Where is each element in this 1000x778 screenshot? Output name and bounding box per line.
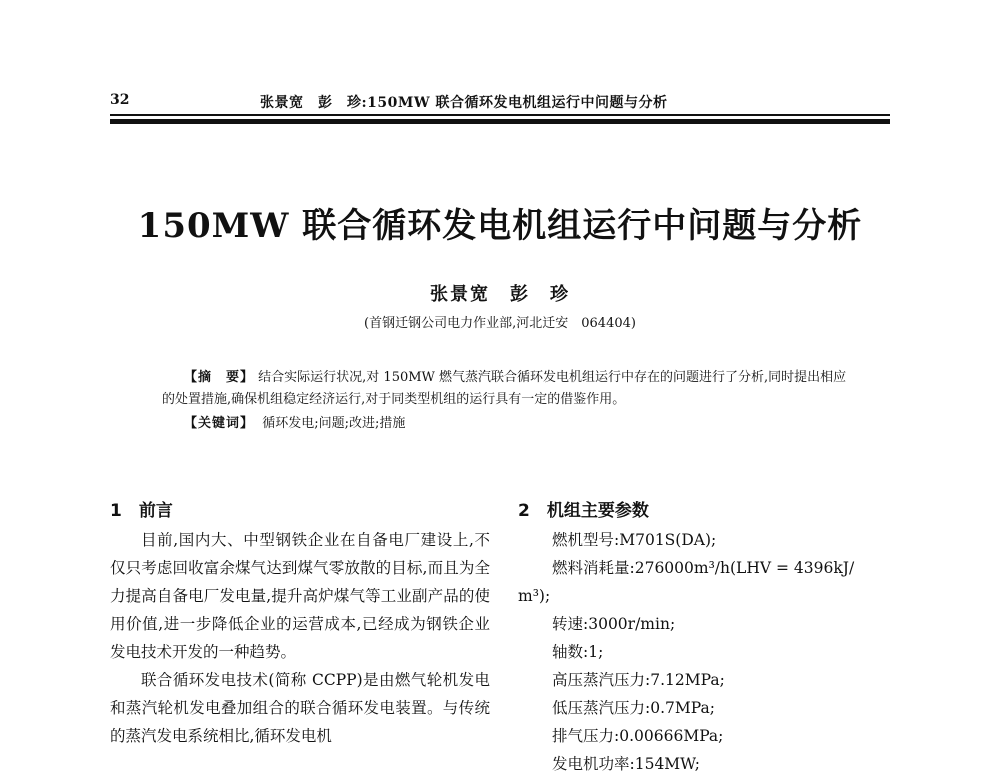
keywords	[184, 414, 405, 434]
param-shaft-count: 轴数:1;	[552, 643, 604, 661]
left-column	[110, 500, 490, 750]
param-fuel-consumption: 燃料消耗量:276000m³/h(LHV = 4396kJ/	[552, 559, 855, 577]
running-title: 张景宽 彭 珍:150MW 联合循环发电机组运行中问题与分析	[260, 95, 668, 111]
page-number: 32	[110, 92, 130, 108]
param-model: 燃机型号:M701S(DA);	[552, 531, 717, 549]
header-rule-thick	[110, 119, 890, 124]
keywords-label: 【关键词】	[184, 416, 255, 431]
param-lp-steam-pressure: 低压蒸汽压力:0.7MPa;	[552, 699, 715, 717]
section-1-paragraph-2: 联合循环发电技术(简称 CCPP)是由燃气轮机发电和蒸汽轮机发电叠加组合的联合循环发电装置。与传统的蒸汽发电系统相比,循环发电机	[110, 671, 490, 745]
abstract-label: 【摘 要】	[184, 370, 255, 385]
right-column	[518, 500, 900, 778]
abstract	[162, 367, 852, 411]
section-1-paragraph-1: 目前,国内大、中型钢铁企业在自备电厂建设上,不仅只考虑回收富余煤气达到煤气零放散的目标,而且为全力提高自备电厂发电量,提升高炉煤气等工业副产品的使用价值,进一步降低企业的运营成本,已经成为钢铁企业发电技术开发的一种趋势。	[110, 531, 490, 661]
keywords-text: 循环发电;问题;改进;措施	[262, 416, 406, 431]
section-1-heading: 1 前言	[110, 501, 173, 521]
section-1-body	[110, 526, 490, 750]
param-speed: 转速:3000r/min;	[552, 615, 676, 633]
parameter-list	[518, 526, 900, 778]
running-header	[110, 92, 890, 114]
param-fuel-consumption-cont: m³);	[518, 587, 551, 605]
article-affiliation: (首钢迁钢公司电力作业部,河北迁安 064404)	[364, 316, 636, 331]
abstract-text: 结合实际运行状况,对 150MW 燃气蒸汽联合循环发电机组运行中存在的问题进行了分析,同时提出相应的处置措施,确保机组稳定经济运行,对于同类型机组的运行具有一定的借鉴作用。	[162, 370, 847, 407]
param-exhaust-pressure: 排气压力:0.00666MPa;	[552, 727, 724, 745]
header-rule-thin	[110, 114, 890, 116]
abstract-paragraph	[162, 367, 852, 411]
param-generator-power: 发电机功率:154MW;	[552, 755, 700, 773]
param-hp-steam-pressure: 高压蒸汽压力:7.12MPa;	[552, 671, 725, 689]
article-authors: 张景宽 彭 珍	[430, 284, 570, 305]
section-2-heading: 2 机组主要参数	[518, 501, 649, 521]
article-title: 150MW 联合循环发电机组运行中问题与分析	[137, 206, 863, 246]
